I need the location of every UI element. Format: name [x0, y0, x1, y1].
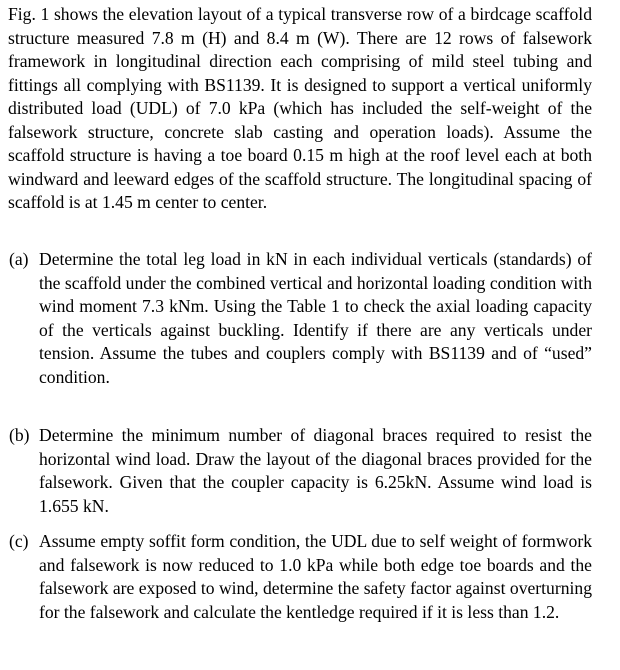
question-a	[9, 248, 592, 389]
question-a-label: (a)	[9, 249, 29, 269]
question-c-label: (c)	[9, 531, 29, 551]
question-b	[9, 424, 592, 518]
question-c-text: Assume empty soffit form condition, the UDL due to self weight of formwork and falsework is now reduced to 1.0 kPa while both edge toe boards and the falsework are exposed to wind, determine the safety factor against overturning for the falsework and calculate the kentledge required if it is less than 1.2.	[39, 531, 592, 622]
question-b-text: Determine the minimum number of diagonal braces required to resist the horizontal wind load. Draw the layout of the diagonal braces provided for the falsework. Given that the coupler capacity is 6.25kN. Assume wind load is 1.655 kN.	[39, 425, 592, 516]
question-a-text: Determine the total leg load in kN in each individual verticals (standards) of the scaffold under the combined vertical and horizontal loading condition with wind moment 7.3 kNm. Using the Table 1 to check the axial loading capacity of the verticals against buckling. Identify if there are any verticals under tension. Assume the tubes and couplers comply with BS1139 and of “used” condition.	[39, 249, 592, 387]
question-c	[9, 530, 592, 624]
question-b-label: (b)	[9, 425, 30, 445]
intro-paragraph: Fig. 1 shows the elevation layout of a typical transverse row of a birdcage scaffold structure measured 7.8 m (H) and 8.4 m (W). There are 12 rows of falsework framework in longitudinal direction each comprising of mild steel tubing and fittings all complying with BS1139. It is designed to support a vertical uniformly distributed load (UDL) of 7.0 kPa (which has included the self-weight of the falsework structure, concrete slab casting and operation loads). Assume the scaffold structure is having a toe board 0.15 m high at the roof level each at both windward and leeward edges of the scaffold structure. The longitudinal spacing of scaffold is at 1.45 m center to center.	[8, 4, 592, 212]
